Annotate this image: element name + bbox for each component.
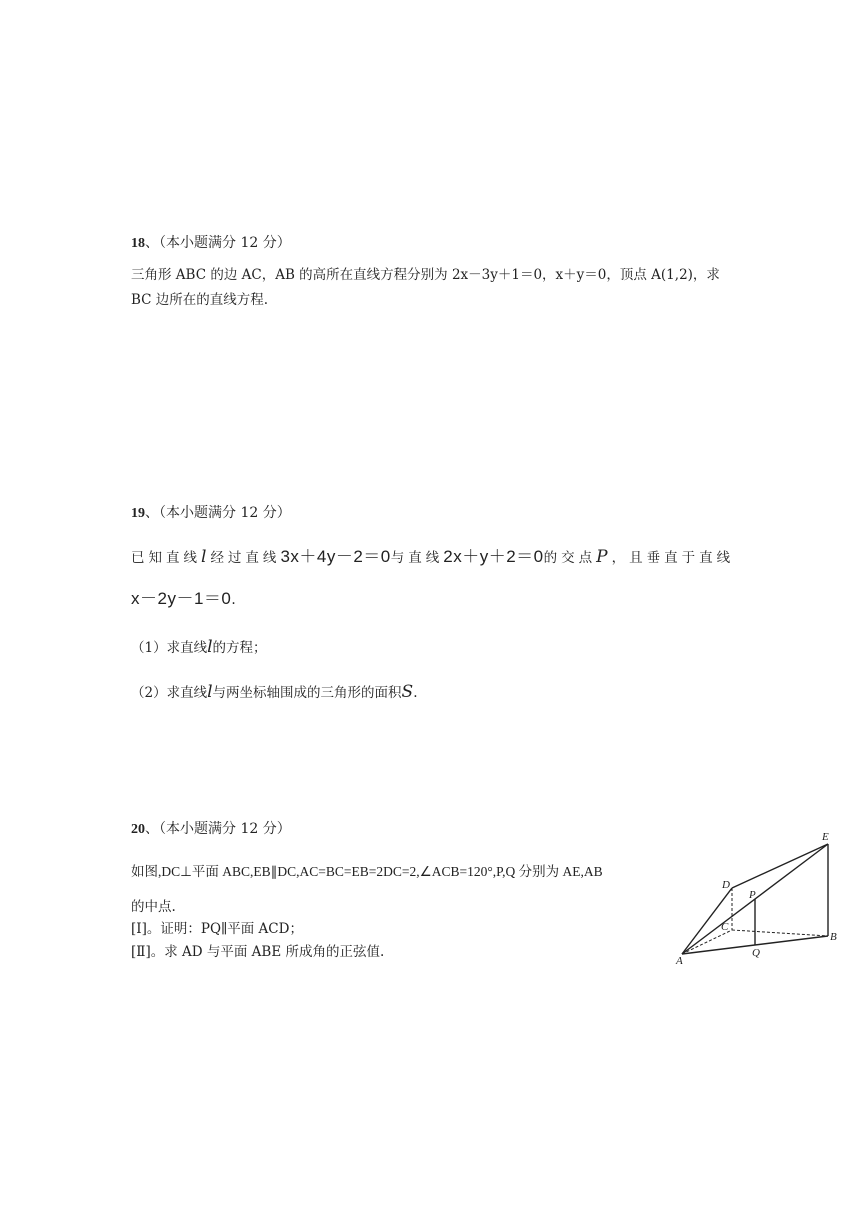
q19-eq1: 3x＋4y－2＝0 [280, 547, 391, 566]
label-a: A [676, 955, 683, 967]
q20-part1: [Ⅰ]。证明：PQ∥平面 ACD； [131, 921, 303, 937]
q20-body-line2: 的中点. [131, 899, 176, 915]
q19-part2 [131, 681, 417, 704]
label-q: Q [752, 947, 760, 959]
q19-part1-l: l [207, 637, 213, 657]
q19-number: 19 [131, 506, 145, 521]
q20-title [131, 818, 291, 838]
q19-title [131, 502, 291, 522]
q19-intro-d: 的交点 [543, 550, 597, 566]
q19-intro-c: 与直线 [390, 550, 444, 566]
q19-var-p: P [596, 547, 612, 567]
q18-header: 、（本小题满分 12 分） [145, 235, 291, 251]
q20-body-line1: 如图,DC⊥平面 ABC,EB∥DC,AC=BC=EB=2DC=2,∠ACB=120°,P,Q 分别为 AE,AB [131, 864, 603, 879]
q19-intro-e: ，且垂直于直线 [611, 550, 735, 566]
q19-part2-b: 与两坐标轴围成的三角形的面积 [212, 685, 402, 701]
q19-part1 [131, 636, 267, 659]
q18-number: 18 [131, 236, 145, 251]
q18-body-line1: 三角形 ABC 的边 AC，AB 的高所在直线方程分别为 2x－3y＋1＝0，x＋y＝0，顶点 A(1,2)，求 [131, 267, 720, 283]
q19-header: 、（本小题满分 12 分） [145, 505, 291, 521]
q19-intro [131, 546, 734, 569]
q19-eq3: x－2y－1＝0 [131, 589, 232, 608]
q19-var-l: l [201, 547, 211, 567]
q20-number: 20 [131, 822, 145, 837]
label-d: D [722, 879, 730, 891]
geometry-figure [670, 828, 840, 968]
q18-title [131, 232, 291, 252]
edge-cb-hidden [732, 930, 828, 936]
q19-eq2: 2x＋y＋2＝0 [443, 547, 544, 566]
label-c: C [721, 921, 729, 933]
q19-eq3-line [131, 588, 236, 611]
q19-part2-l: l [207, 682, 213, 702]
label-p: P [749, 889, 756, 901]
q19-part2-end: . [413, 685, 418, 701]
q19-part1-a: （1）求直线 [131, 640, 208, 656]
edge-de [732, 844, 828, 888]
q20-part2: [Ⅱ]。求 AD 与平面 ABE 所成角的正弦值. [131, 944, 385, 960]
q19-intro-a: 已知直线 [131, 550, 201, 566]
q19-part2-s: S [401, 682, 414, 702]
q19-part2-a: （2）求直线 [131, 685, 208, 701]
label-b: B [830, 931, 837, 943]
q19-intro-b: 经过直线 [210, 550, 281, 566]
label-e: E [822, 831, 829, 843]
q19-part1-b: 的方程； [212, 640, 267, 656]
q19-eq3-end: . [231, 592, 236, 608]
q20-header: 、（本小题满分 12 分） [145, 821, 291, 837]
q18-body-line2: BC 边所在的直线方程. [131, 292, 269, 308]
